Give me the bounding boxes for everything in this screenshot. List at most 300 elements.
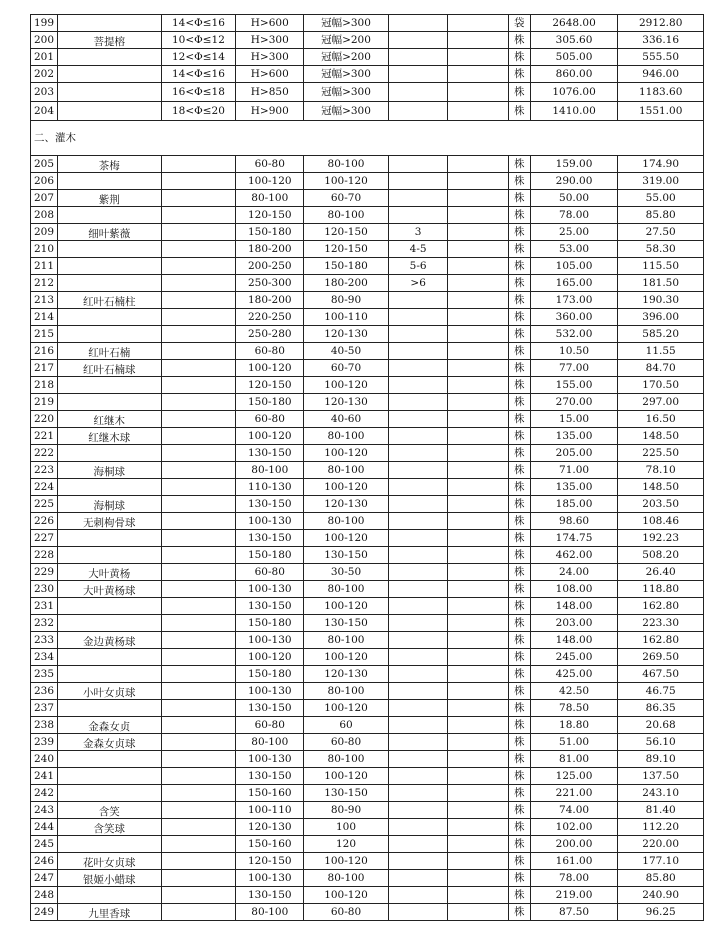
tax-price-cell: 78.10: [618, 462, 704, 479]
tax-price-cell: 162.80: [618, 632, 704, 649]
price-cell: 219.00: [530, 887, 618, 904]
branch-count-cell: [388, 649, 448, 666]
tax-price-cell: 26.40: [618, 564, 704, 581]
height-cell: H>900: [236, 102, 304, 121]
table-row: [31, 241, 704, 258]
branch-count-cell: [388, 768, 448, 785]
plant-name-cell: [58, 751, 162, 768]
plant-name-cell: [58, 853, 162, 870]
plant-name-label: 大叶黄杨球: [83, 584, 136, 597]
price-cell: 155.00: [530, 377, 618, 394]
height-cell: 150-180: [236, 394, 304, 411]
plant-name-label: 银姬小蜡球: [83, 873, 136, 886]
table-row: [31, 751, 704, 768]
crown-width-cell: 40-60: [304, 411, 389, 428]
table-row: [31, 870, 704, 887]
plant-name-cell: [58, 173, 162, 190]
trunk-diameter-cell: [161, 173, 236, 190]
height-cell: 80-100: [236, 462, 304, 479]
crown-width-cell: 130-150: [304, 785, 389, 802]
trunk-diameter-cell: [161, 564, 236, 581]
row-number-cell: 220: [31, 411, 58, 428]
blank-cell: [448, 853, 508, 870]
plant-name-cell: [58, 445, 162, 462]
crown-width-cell: 40-50: [304, 343, 389, 360]
height-cell: 150-180: [236, 666, 304, 683]
plant-name-cell: [58, 768, 162, 785]
crown-width-cell: 130-150: [304, 615, 389, 632]
plant-name-label: 红叶石楠柱: [83, 295, 136, 308]
unit-cell: 株: [508, 700, 530, 717]
plant-name-label: 含笑: [98, 805, 120, 818]
table-row: [31, 853, 704, 870]
branch-count-cell: [388, 32, 448, 49]
price-cell: 98.60: [530, 513, 618, 530]
tax-price-cell: 192.23: [618, 530, 704, 547]
plant-name-cell: [58, 258, 162, 275]
branch-count-cell: 5-6: [388, 258, 448, 275]
row-number-cell: 212: [31, 275, 58, 292]
tax-price-cell: 112.20: [618, 819, 704, 836]
blank-cell: [448, 649, 508, 666]
plant-name-label: 茶梅: [98, 159, 120, 172]
price-cell: 159.00: [530, 156, 618, 173]
crown-width-cell: 冠幅>200: [304, 49, 389, 66]
trunk-diameter-cell: [161, 768, 236, 785]
tax-price-cell: 170.50: [618, 377, 704, 394]
unit-cell: 株: [508, 49, 530, 66]
row-number-cell: 210: [31, 241, 58, 258]
tax-price-cell: 81.40: [618, 802, 704, 819]
crown-width-cell: 80-100: [304, 870, 389, 887]
height-cell: H>850: [236, 83, 304, 102]
tax-price-cell: 148.50: [618, 479, 704, 496]
table-row: [31, 836, 704, 853]
trunk-diameter-cell: [161, 190, 236, 207]
crown-width-cell: 100-120: [304, 377, 389, 394]
tax-price-cell: 1183.60: [618, 83, 704, 102]
table-row: [31, 309, 704, 326]
trunk-diameter-cell: [161, 360, 236, 377]
trunk-diameter-cell: [161, 615, 236, 632]
table-row: [31, 15, 704, 32]
blank-cell: [448, 615, 508, 632]
blank-cell: [448, 836, 508, 853]
row-number-cell: 223: [31, 462, 58, 479]
tax-price-cell: 555.50: [618, 49, 704, 66]
tax-price-cell: 269.50: [618, 649, 704, 666]
plant-name-cell: [58, 496, 162, 513]
price-cell: 18.80: [530, 717, 618, 734]
price-cell: 81.00: [530, 751, 618, 768]
row-number-cell: 201: [31, 49, 58, 66]
crown-width-cell: 冠幅>300: [304, 66, 389, 83]
price-cell: 53.00: [530, 241, 618, 258]
branch-count-cell: [388, 309, 448, 326]
branch-count-cell: [388, 496, 448, 513]
branch-count-cell: [388, 581, 448, 598]
table-row: [31, 377, 704, 394]
tax-price-cell: 946.00: [618, 66, 704, 83]
unit-cell: 株: [508, 207, 530, 224]
price-cell: 161.00: [530, 853, 618, 870]
blank-cell: [448, 360, 508, 377]
plant-name-cell: [58, 581, 162, 598]
branch-count-cell: [388, 394, 448, 411]
trunk-diameter-cell: [161, 649, 236, 666]
table-row: [31, 190, 704, 207]
unit-cell: 株: [508, 802, 530, 819]
price-cell: 108.00: [530, 581, 618, 598]
blank-cell: [448, 241, 508, 258]
row-number-cell: 248: [31, 887, 58, 904]
plant-name-cell: [58, 598, 162, 615]
row-number-cell: 238: [31, 717, 58, 734]
blank-cell: [448, 15, 508, 32]
tax-price-cell: 243.10: [618, 785, 704, 802]
trunk-diameter-cell: 12<Φ≤14: [161, 49, 236, 66]
crown-width-cell: 80-100: [304, 462, 389, 479]
branch-count-cell: [388, 819, 448, 836]
plant-name-cell: [58, 904, 162, 921]
row-number-cell: 230: [31, 581, 58, 598]
plant-name-cell: [58, 802, 162, 819]
trunk-diameter-cell: [161, 870, 236, 887]
branch-count-cell: [388, 802, 448, 819]
row-number-cell: 214: [31, 309, 58, 326]
unit-cell: 株: [508, 785, 530, 802]
trunk-diameter-cell: 16<Φ≤18: [161, 83, 236, 102]
unit-cell: 株: [508, 683, 530, 700]
height-cell: 60-80: [236, 343, 304, 360]
table-row: [31, 258, 704, 275]
branch-count-cell: [388, 513, 448, 530]
price-cell: 221.00: [530, 785, 618, 802]
crown-width-cell: 60-70: [304, 360, 389, 377]
table-row: [31, 207, 704, 224]
unit-cell: 株: [508, 751, 530, 768]
blank-cell: [448, 887, 508, 904]
plant-name-label: 金森女贞球: [83, 737, 136, 750]
price-cell: 71.00: [530, 462, 618, 479]
branch-count-cell: [388, 15, 448, 32]
price-cell: 78.00: [530, 870, 618, 887]
plant-name-cell: [58, 15, 162, 32]
unit-cell: 株: [508, 156, 530, 173]
blank-cell: [448, 683, 508, 700]
price-cell: 245.00: [530, 649, 618, 666]
row-number-cell: 228: [31, 547, 58, 564]
plant-name-cell: [58, 156, 162, 173]
blank-cell: [448, 394, 508, 411]
branch-count-cell: 4-5: [388, 241, 448, 258]
height-cell: 60-80: [236, 717, 304, 734]
tax-price-cell: 86.35: [618, 700, 704, 717]
height-cell: 220-250: [236, 309, 304, 326]
table-row: [31, 102, 704, 121]
tax-price-cell: 319.00: [618, 173, 704, 190]
trunk-diameter-cell: [161, 734, 236, 751]
blank-cell: [448, 173, 508, 190]
row-number-cell: 211: [31, 258, 58, 275]
blank-cell: [448, 700, 508, 717]
row-number-cell: 209: [31, 224, 58, 241]
unit-cell: 株: [508, 870, 530, 887]
trunk-diameter-cell: 10<Φ≤12: [161, 32, 236, 49]
price-cell: 74.00: [530, 802, 618, 819]
plant-name-label: 细叶紫薇: [88, 227, 131, 240]
branch-count-cell: [388, 751, 448, 768]
row-number-cell: 231: [31, 598, 58, 615]
price-cell: 1410.00: [530, 102, 618, 121]
crown-width-cell: 100-120: [304, 445, 389, 462]
table-row: [31, 581, 704, 598]
price-cell: 135.00: [530, 479, 618, 496]
row-number-cell: 239: [31, 734, 58, 751]
plant-name-cell: [58, 564, 162, 581]
plant-name-cell: [58, 479, 162, 496]
tax-price-cell: 27.50: [618, 224, 704, 241]
blank-cell: [448, 530, 508, 547]
height-cell: H>300: [236, 32, 304, 49]
plant-name-cell: [58, 83, 162, 102]
unit-cell: 株: [508, 666, 530, 683]
unit-cell: 株: [508, 887, 530, 904]
crown-width-cell: 100-120: [304, 649, 389, 666]
table-row: [31, 411, 704, 428]
trunk-diameter-cell: 18<Φ≤20: [161, 102, 236, 121]
blank-cell: [448, 734, 508, 751]
plant-name-cell: [58, 428, 162, 445]
blank-cell: [448, 428, 508, 445]
height-cell: 80-100: [236, 734, 304, 751]
branch-count-cell: [388, 207, 448, 224]
unit-cell: 株: [508, 275, 530, 292]
plant-name-cell: [58, 292, 162, 309]
row-number-cell: 241: [31, 768, 58, 785]
tax-price-cell: 46.75: [618, 683, 704, 700]
plant-name-label: 含笑球: [93, 822, 126, 835]
trunk-diameter-cell: [161, 581, 236, 598]
branch-count-cell: [388, 666, 448, 683]
unit-cell: 株: [508, 326, 530, 343]
crown-width-cell: 80-100: [304, 156, 389, 173]
branch-count-cell: [388, 49, 448, 66]
branch-count-cell: >6: [388, 275, 448, 292]
plant-name-cell: [58, 224, 162, 241]
row-number-cell: 240: [31, 751, 58, 768]
tax-price-cell: 297.00: [618, 394, 704, 411]
table-row: [31, 445, 704, 462]
table-row: [31, 292, 704, 309]
unit-cell: 株: [508, 190, 530, 207]
crown-width-cell: 130-150: [304, 547, 389, 564]
blank-cell: [448, 581, 508, 598]
tax-price-cell: 56.10: [618, 734, 704, 751]
price-cell: 305.60: [530, 32, 618, 49]
table-row: [31, 734, 704, 751]
row-number-cell: 203: [31, 83, 58, 102]
height-cell: 120-150: [236, 377, 304, 394]
height-cell: 180-200: [236, 241, 304, 258]
plant-name-cell: [58, 360, 162, 377]
plant-name-cell: [58, 734, 162, 751]
table-row: [31, 547, 704, 564]
unit-cell: 株: [508, 241, 530, 258]
unit-cell: 株: [508, 768, 530, 785]
crown-width-cell: 60-80: [304, 734, 389, 751]
price-cell: 173.00: [530, 292, 618, 309]
plant-name-cell: [58, 717, 162, 734]
tax-price-cell: 177.10: [618, 853, 704, 870]
trunk-diameter-cell: [161, 785, 236, 802]
branch-count-cell: [388, 700, 448, 717]
plant-name-label: 海桐球: [93, 499, 126, 512]
price-cell: 1076.00: [530, 83, 618, 102]
tax-price-cell: 1551.00: [618, 102, 704, 121]
tax-price-cell: 84.70: [618, 360, 704, 377]
price-cell: 425.00: [530, 666, 618, 683]
price-cell: 24.00: [530, 564, 618, 581]
crown-width-cell: 60: [304, 717, 389, 734]
crown-width-cell: 100-120: [304, 598, 389, 615]
unit-cell: 株: [508, 717, 530, 734]
branch-count-cell: [388, 615, 448, 632]
crown-width-cell: 150-180: [304, 258, 389, 275]
price-cell: 77.00: [530, 360, 618, 377]
row-number-cell: 205: [31, 156, 58, 173]
blank-cell: [448, 156, 508, 173]
section-title: 二、灌木: [31, 121, 704, 156]
branch-count-cell: [388, 83, 448, 102]
branch-count-cell: [388, 360, 448, 377]
plant-name-label: 大叶黄杨: [88, 567, 131, 580]
height-cell: 250-280: [236, 326, 304, 343]
table-row: [31, 802, 704, 819]
crown-width-cell: 120-150: [304, 241, 389, 258]
table-row: [31, 173, 704, 190]
price-cell: 462.00: [530, 547, 618, 564]
blank-cell: [448, 326, 508, 343]
unit-cell: 株: [508, 496, 530, 513]
unit-cell: 株: [508, 530, 530, 547]
blank-cell: [448, 66, 508, 83]
branch-count-cell: [388, 785, 448, 802]
branch-count-cell: [388, 156, 448, 173]
height-cell: 130-150: [236, 887, 304, 904]
section-header-row: [31, 121, 704, 156]
table-row: [31, 530, 704, 547]
height-cell: 200-250: [236, 258, 304, 275]
plant-name-cell: [58, 615, 162, 632]
plant-name-cell: [58, 343, 162, 360]
unit-cell: 株: [508, 547, 530, 564]
blank-cell: [448, 666, 508, 683]
trunk-diameter-cell: [161, 802, 236, 819]
table-row: [31, 700, 704, 717]
plant-name-cell: [58, 462, 162, 479]
trunk-diameter-cell: [161, 751, 236, 768]
branch-count-cell: [388, 564, 448, 581]
tax-price-cell: 11.55: [618, 343, 704, 360]
trunk-diameter-cell: [161, 462, 236, 479]
tax-price-cell: 118.80: [618, 581, 704, 598]
unit-cell: 株: [508, 309, 530, 326]
height-cell: 250-300: [236, 275, 304, 292]
height-cell: 150-160: [236, 836, 304, 853]
crown-width-cell: 冠幅>300: [304, 102, 389, 121]
crown-width-cell: 100-110: [304, 309, 389, 326]
row-number-cell: 246: [31, 853, 58, 870]
price-cell: 360.00: [530, 309, 618, 326]
plant-name-cell: [58, 666, 162, 683]
branch-count-cell: [388, 734, 448, 751]
unit-cell: 株: [508, 479, 530, 496]
price-table: [30, 14, 704, 921]
height-cell: 100-130: [236, 870, 304, 887]
blank-cell: [448, 819, 508, 836]
blank-cell: [448, 496, 508, 513]
unit-cell: 株: [508, 411, 530, 428]
height-cell: 150-180: [236, 547, 304, 564]
tax-price-cell: 396.00: [618, 309, 704, 326]
tax-price-cell: 2912.80: [618, 15, 704, 32]
tax-price-cell: 89.10: [618, 751, 704, 768]
branch-count-cell: [388, 836, 448, 853]
price-cell: 2648.00: [530, 15, 618, 32]
height-cell: 120-130: [236, 819, 304, 836]
price-cell: 105.00: [530, 258, 618, 275]
price-cell: 125.00: [530, 768, 618, 785]
unit-cell: 株: [508, 394, 530, 411]
row-number-cell: 221: [31, 428, 58, 445]
tax-price-cell: 115.50: [618, 258, 704, 275]
height-cell: 60-80: [236, 564, 304, 581]
row-number-cell: 225: [31, 496, 58, 513]
tax-price-cell: 55.00: [618, 190, 704, 207]
branch-count-cell: [388, 530, 448, 547]
unit-cell: 株: [508, 445, 530, 462]
unit-cell: 袋: [508, 15, 530, 32]
branch-count-cell: [388, 377, 448, 394]
plant-name-label: 小叶女贞球: [83, 686, 136, 699]
tax-price-cell: 16.50: [618, 411, 704, 428]
tax-price-cell: 225.50: [618, 445, 704, 462]
blank-cell: [448, 904, 508, 921]
height-cell: H>600: [236, 66, 304, 83]
trunk-diameter-cell: [161, 377, 236, 394]
plant-name-cell: [58, 275, 162, 292]
height-cell: 100-120: [236, 173, 304, 190]
branch-count-cell: [388, 190, 448, 207]
crown-width-cell: 80-100: [304, 513, 389, 530]
trunk-diameter-cell: [161, 904, 236, 921]
price-cell: 15.00: [530, 411, 618, 428]
tax-price-cell: 137.50: [618, 768, 704, 785]
row-number-cell: 199: [31, 15, 58, 32]
table-row: [31, 360, 704, 377]
height-cell: 80-100: [236, 190, 304, 207]
plant-name-cell: [58, 377, 162, 394]
trunk-diameter-cell: [161, 717, 236, 734]
trunk-diameter-cell: [161, 700, 236, 717]
branch-count-cell: [388, 870, 448, 887]
blank-cell: [448, 802, 508, 819]
tax-price-cell: 240.90: [618, 887, 704, 904]
unit-cell: 株: [508, 513, 530, 530]
branch-count-cell: [388, 292, 448, 309]
unit-cell: 株: [508, 66, 530, 83]
